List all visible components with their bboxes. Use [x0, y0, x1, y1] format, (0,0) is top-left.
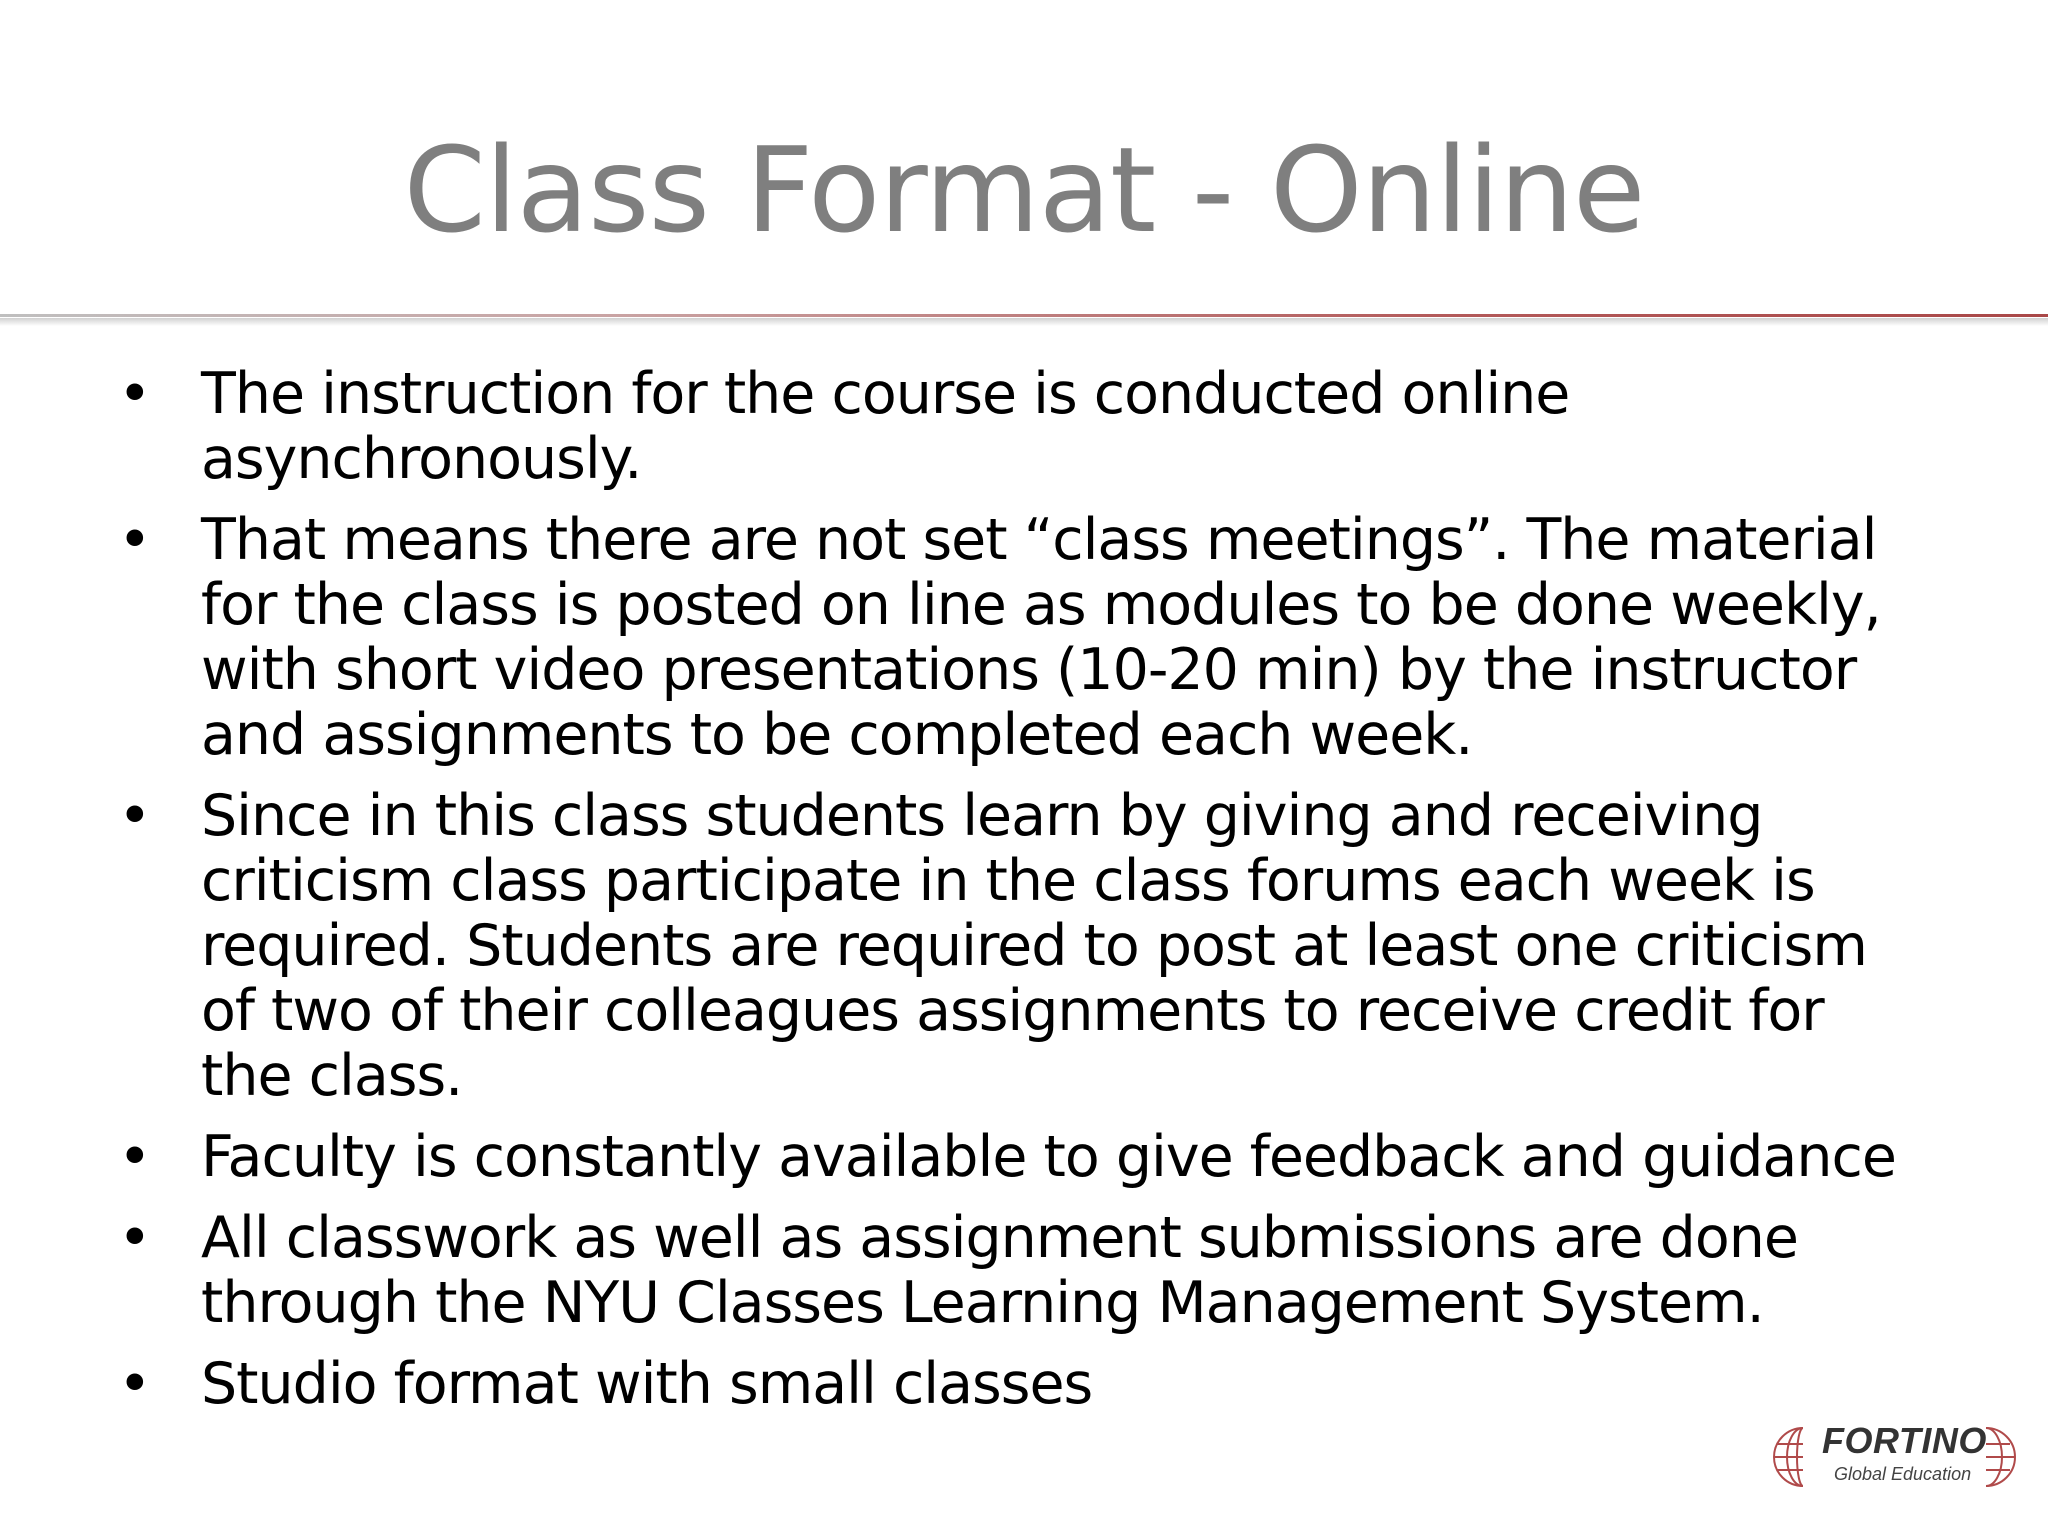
- title-divider: [0, 312, 2048, 328]
- logo-tagline: Global Education: [1834, 1464, 1972, 1484]
- bullet-text: Since in this class students learn by giving and receiving criticism class participate in the class forums each week is required. Students are required to post at least one criticism of two of their colleagues assignments to receive credit for the class.: [201, 783, 1867, 1109]
- list-item: [118, 508, 1898, 768]
- bullet-list: [118, 362, 1898, 1433]
- bullet-icon: •: [118, 1124, 151, 1190]
- slide-title: Class Format - Online: [403, 121, 1645, 259]
- divider-shadow: [0, 318, 2048, 326]
- bullet-text: Faculty is constantly available to give feedback and guidance: [201, 1124, 1896, 1190]
- divider-line: [0, 314, 2048, 317]
- bullet-text: All classwork as well as assignment submissions are done through the NYU Classes Learning Management System.: [201, 1205, 1798, 1336]
- bullet-icon: •: [118, 783, 151, 849]
- bullet-icon: •: [118, 1351, 151, 1417]
- list-item: [118, 784, 1898, 1109]
- fortino-logo: [1772, 1420, 2020, 1496]
- list-item: [118, 1352, 1898, 1417]
- bullet-text: Studio format with small classes: [201, 1351, 1093, 1417]
- bullet-icon: •: [118, 361, 151, 427]
- bullet-text: That means there are not set “class meetings”. The material for the class is posted on line as modules to be done weekly, with short video presentations (10-20 min) by the instructor and assignments to be completed each week.: [201, 507, 1881, 768]
- bullet-icon: •: [118, 1205, 151, 1271]
- list-item: [118, 362, 1898, 492]
- logo-name: FORTINO: [1822, 1420, 1987, 1461]
- bullet-icon: •: [118, 507, 151, 573]
- list-item: [118, 1206, 1898, 1336]
- list-item: [118, 1125, 1898, 1190]
- bullet-text: The instruction for the course is conducted online asynchronously.: [201, 361, 1570, 492]
